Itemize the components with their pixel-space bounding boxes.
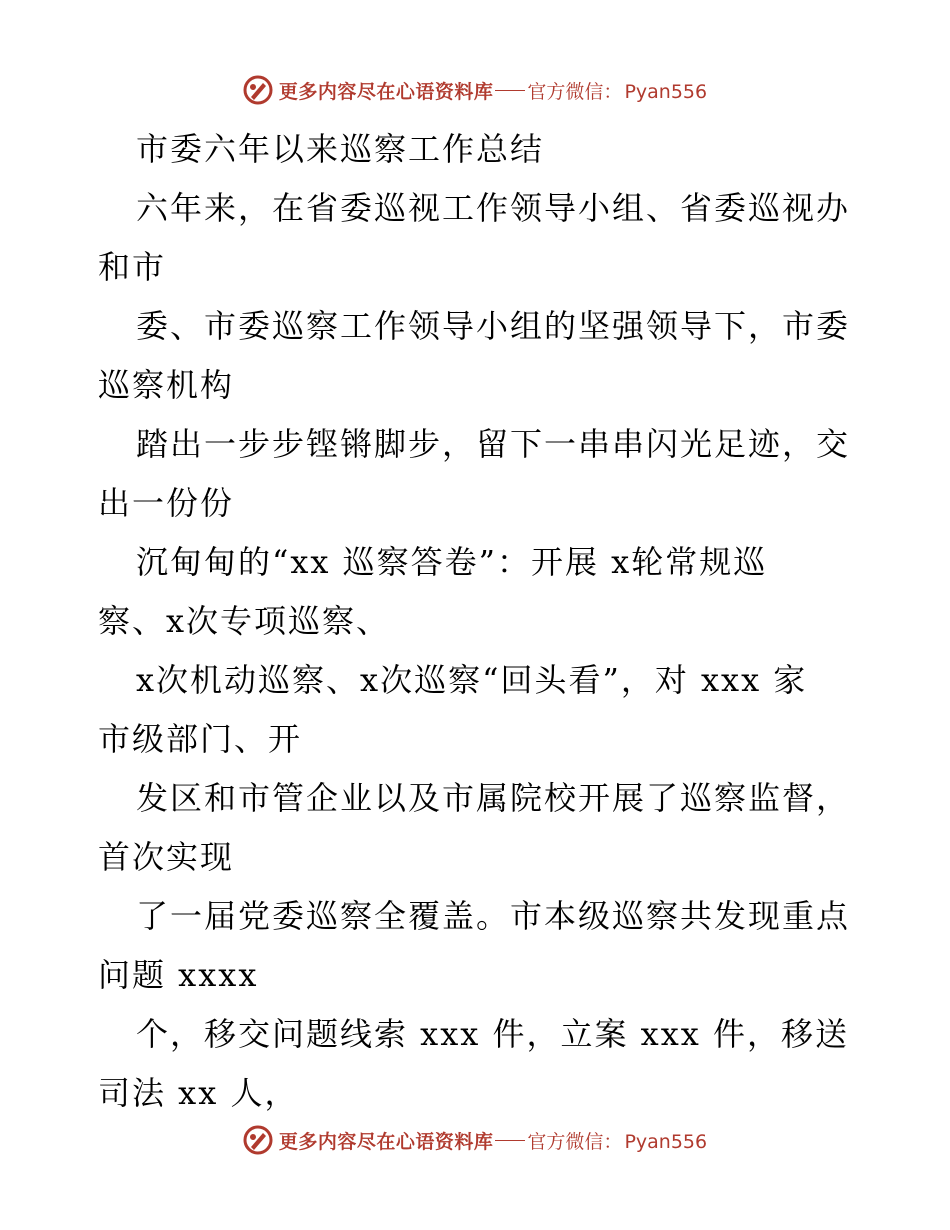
text-line: 了一届党委巡察全覆盖。市本级巡察共发现重点 (136, 897, 851, 935)
document-body (98, 120, 858, 1123)
text-line: 踏出一步步铿锵脚步，留下一串串闪光足迹，交 (136, 425, 851, 463)
text-line: 和市 (98, 248, 167, 286)
text-line: 司法 xx 人， (98, 1074, 299, 1112)
text-line: 察、x次专项巡察、 (98, 602, 391, 640)
text-line: 问题 xxxx (98, 956, 259, 994)
pen-logo-icon (243, 1125, 273, 1155)
text-line: 发区和市管企业以及市属院校开展了巡察监督， (136, 779, 851, 817)
pen-logo-icon (243, 75, 273, 105)
text-line: 个，移交问题线索 xxx 件，立案 xxx 件，移送 (136, 1015, 849, 1053)
banner-contact-label: 官方微信： (527, 1130, 623, 1153)
footer-banner (0, 1120, 950, 1160)
banner-lead-text: 更多内容尽在心语资料库 (278, 1130, 494, 1153)
text-line: 沉甸甸的“xx 巡察答卷”：开展 x轮常规巡 (136, 543, 768, 581)
banner-dash (495, 90, 525, 91)
document-title: 市委六年以来巡察工作总结 (136, 130, 545, 168)
text-line: 首次实现 (98, 838, 235, 876)
text-line: x次机动巡察、x次巡察“回头看”，对 xxx 家 (136, 661, 808, 699)
text-line: 出一份份 (98, 484, 235, 522)
banner-lead-text: 更多内容尽在心语资料库 (278, 80, 494, 103)
banner-contact-id: Pyan556 (624, 80, 708, 103)
header-banner (0, 70, 950, 110)
text-line: 巡察机构 (98, 366, 235, 404)
banner-contact-id: Pyan556 (624, 1130, 708, 1153)
text-line: 六年来，在省委巡视工作领导小组、省委巡视办 (136, 189, 851, 227)
text-line: 市级部门、开 (98, 720, 303, 758)
banner-contact-label: 官方微信： (527, 80, 623, 103)
banner-contact (527, 1127, 707, 1154)
banner-contact (527, 77, 707, 104)
banner-dash (495, 1140, 525, 1141)
text-line: 委、市委巡察工作领导小组的坚强领导下，市委 (136, 307, 851, 345)
